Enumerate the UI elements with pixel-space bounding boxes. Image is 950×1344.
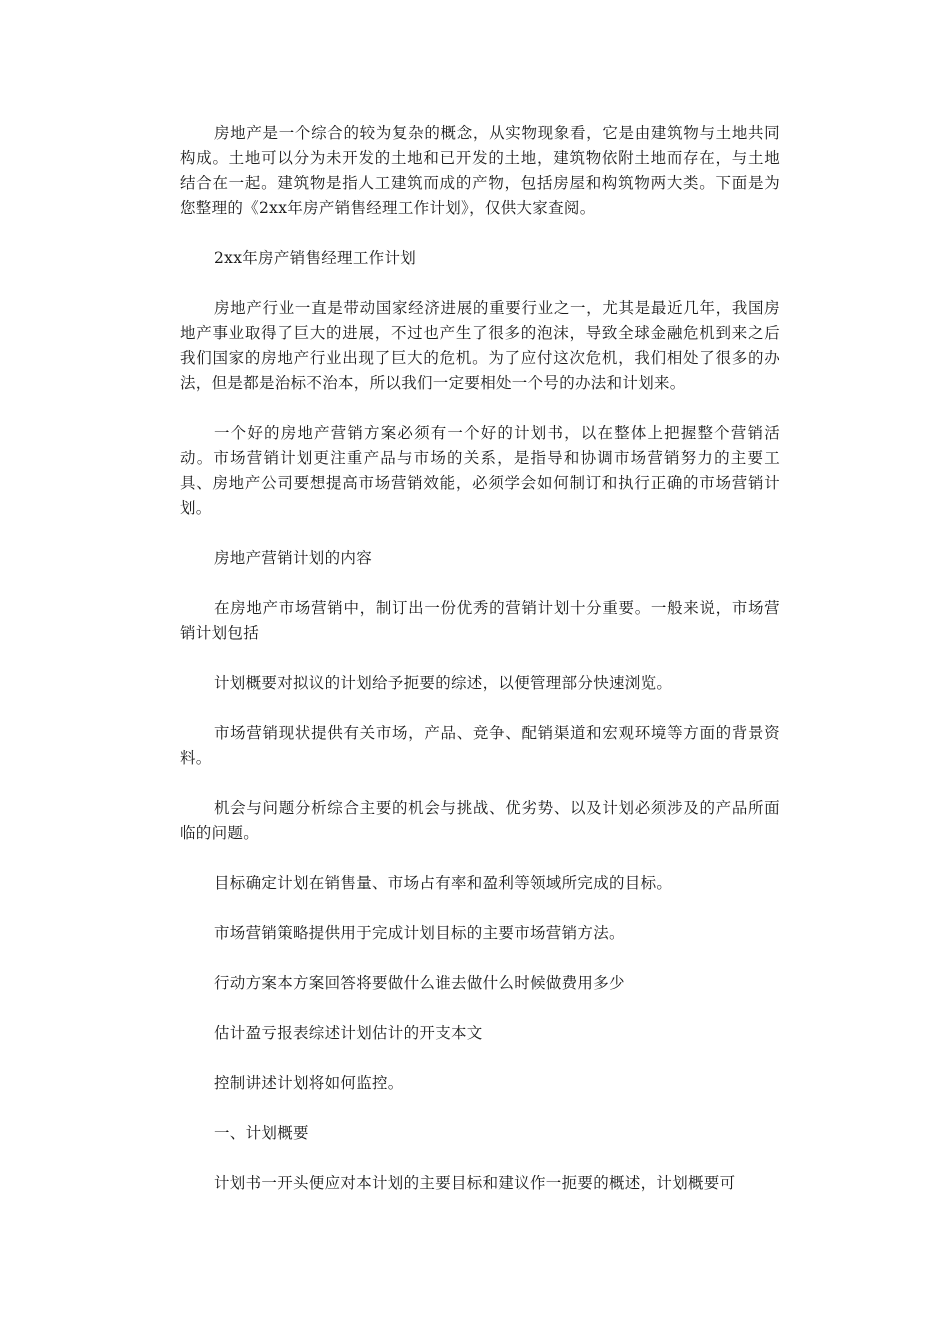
goals-item: 目标确定计划在销售量、市场占有率和盈利等领域所完成的目标。	[214, 874, 673, 892]
plan-includes-paragraph: 在房地产市场营销中，制订出一份优秀的营销计划十分重要。一般来说，市场营销计划包括	[180, 599, 780, 642]
section-one-paragraph: 计划书一开头便应对本计划的主要目标和建议作一扼要的概述，计划概要可	[214, 1174, 736, 1192]
section-one-heading: 一、计划概要	[214, 1124, 309, 1142]
strategy-item: 市场营销策略提供用于完成计划目标的主要市场营销方法。	[214, 924, 625, 942]
document-title: 2xx年房产销售经理工作计划	[214, 249, 417, 267]
industry-paragraph: 房地产行业一直是带动国家经济进展的重要行业之一，尤其是最近几年，我国房地产事业取得了巨大的进展，不过也产生了很多的泡沫，导致全球金融危机到来之后我们国家的房地产行业出现了巨大的危机。为了应付这次危机，我们相处了很多的办法，但是都是治标不治本，所以我们一定要相处一个号的办法和计划来。	[180, 299, 780, 392]
market-status-item: 市场营销现状提供有关市场，产品、竞争、配销渠道和宏观环境等方面的背景资料。	[180, 724, 780, 767]
control-item: 控制讲述计划将如何监控。	[214, 1074, 404, 1092]
document-body	[180, 121, 780, 1221]
action-plan-item: 行动方案本方案回答将要做什么谁去做什么时候做费用多少	[214, 974, 625, 992]
plan-summary-item: 计划概要对拟议的计划给予扼要的综述，以便管理部分快速浏览。	[214, 674, 673, 692]
plan-contents-heading: 房地产营销计划的内容	[214, 549, 373, 567]
intro-paragraph: 房地产是一个综合的较为复杂的概念，从实物现象看，它是由建筑物与土地共同构成。土地可以分为未开发的土地和已开发的土地，建筑物依附土地而存在，与土地结合在一起。建筑物是指人工建筑而成的产物，包括房屋和构筑物两大类。下面是为您整理的《2xx年房产销售经理工作计划》，仅供大家查阅。	[180, 124, 780, 217]
opportunity-analysis-item: 机会与问题分析综合主要的机会与挑战、优劣势、以及计划必须涉及的产品所面临的问题。	[180, 799, 780, 842]
marketing-plan-paragraph: 一个好的房地产营销方案必须有一个好的计划书，以在整体上把握整个营销活动。市场营销计划更注重产品与市场的关系，是指导和协调市场营销努力的主要工具、房地产公司要想提高市场营销效能，必须学会如何制订和执行正确的市场营销计划。	[180, 424, 780, 517]
profit-loss-item: 估计盈亏报表综述计划估计的开支本文	[214, 1024, 483, 1042]
